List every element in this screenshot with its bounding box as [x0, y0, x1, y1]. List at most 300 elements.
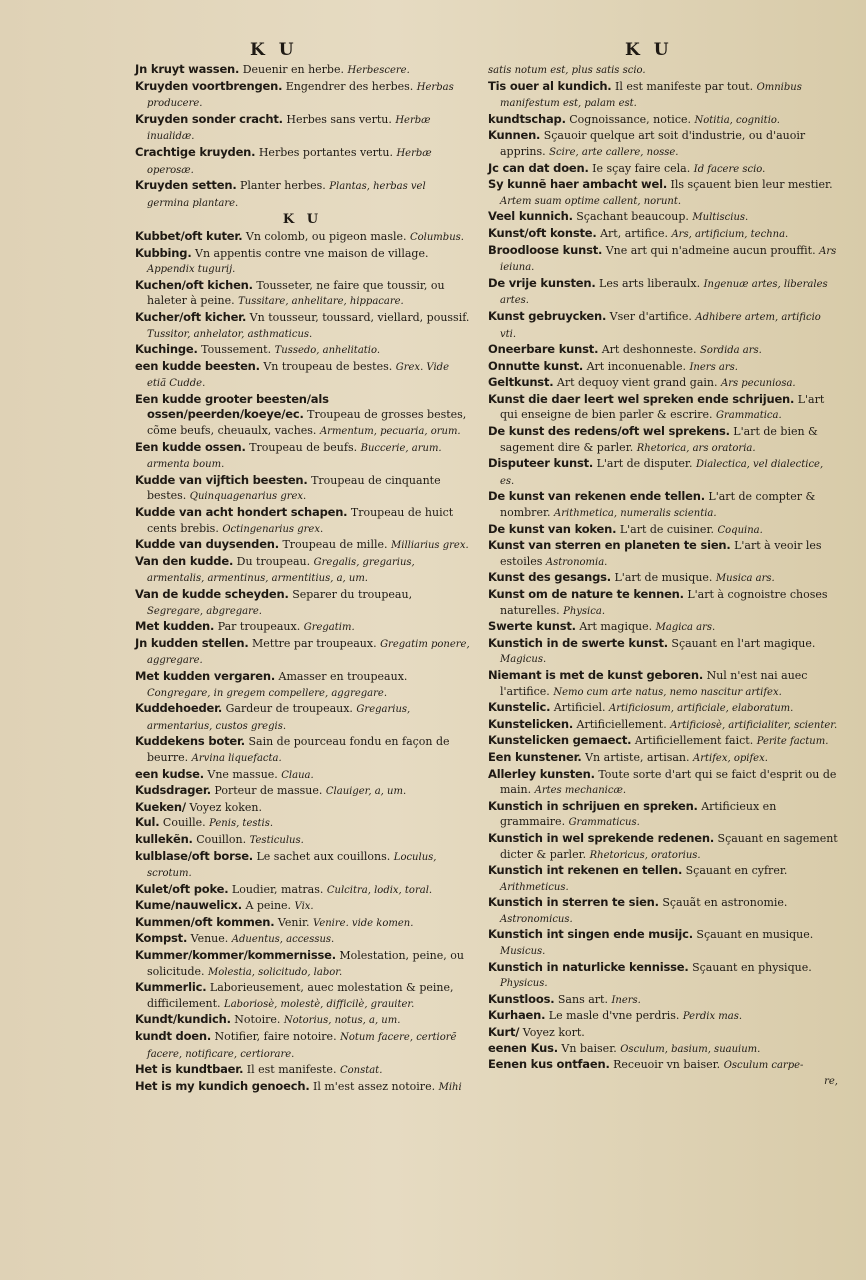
- dictionary-entry: [488, 767, 838, 799]
- entry-latin: Omnibus manifestum est, palam est.: [500, 81, 802, 110]
- entry-headword: Het is kundtbaer.: [135, 1062, 244, 1077]
- entry-latin: Testiculus.: [249, 834, 304, 846]
- dictionary-entry: [488, 79, 838, 112]
- entry-latin: Adhibere artem, artificio vti.: [500, 311, 821, 340]
- dictionary-entry: [488, 863, 838, 895]
- dictionary-entry: [488, 700, 838, 717]
- entry-latin: Ars pecuniosa.: [720, 378, 796, 390]
- entry-headword: Kummer/kommer/kommernisse.: [135, 948, 336, 963]
- dictionary-entry: [135, 112, 470, 145]
- right-column: [488, 62, 838, 1089]
- entry-french: Ie sçay faire cela.: [592, 161, 691, 175]
- dictionary-entry: [488, 456, 838, 489]
- entry-headword: Kudde van duysenden.: [135, 537, 279, 552]
- dictionary-entry: [135, 342, 470, 359]
- dictionary-entry: [488, 309, 838, 342]
- entry-french: Engendrer des herbes.: [285, 79, 414, 93]
- entry-french: Artificiellement.: [576, 717, 667, 731]
- running-head-left: K U: [250, 40, 298, 60]
- entry-latin: Ars, artificium, techna.: [671, 228, 789, 240]
- entry-french: Par troupeaux.: [217, 620, 301, 634]
- entry-latin: Rhetorica, ars oratoria.: [636, 442, 756, 454]
- entry-french: Il est manifeste.: [246, 1063, 337, 1077]
- entry-latin: Coquina.: [717, 524, 763, 536]
- entry-french: Artificiel.: [553, 701, 606, 715]
- entry-headword: eenen Kus.: [488, 1040, 558, 1055]
- entry-latin: satis notum est, plus satis scio.: [488, 65, 646, 76]
- dictionary-entry: [135, 815, 470, 832]
- entry-latin: Segregare, abgregare.: [147, 605, 262, 617]
- dictionary-entry: [488, 619, 838, 636]
- left-column: [135, 62, 470, 1095]
- dictionary-entry: [488, 799, 838, 831]
- dictionary-entry: [488, 717, 838, 734]
- entry-headword: Kruyden voortbrengen.: [135, 78, 283, 93]
- entry-latin: Penis, testis.: [209, 818, 274, 830]
- entry-french: Artificieux en grammaire.: [500, 799, 777, 829]
- entry-headword: Kubbet/oft kuter.: [135, 228, 243, 243]
- entry-french: Vn colomb, ou pigeon masle.: [245, 229, 407, 243]
- entry-latin: Grex. Vide etiã Cudde.: [147, 361, 449, 390]
- entry-french: Ils sçauent bien leur mestier.: [670, 178, 833, 192]
- entry-headword: Kuddekens boter.: [135, 734, 245, 749]
- entry-latin: Gregalis, gregarius, armentalis, armentinus, armentitius, a, um.: [147, 556, 415, 585]
- dictionary-entry: [488, 587, 838, 619]
- dictionary-entry: [488, 992, 838, 1009]
- entry-headword: Kueken/: [135, 799, 186, 814]
- entry-headword: kullekẽn.: [135, 831, 193, 846]
- entry-french: Nul n'est nai auec l'artifice.: [500, 668, 808, 698]
- dictionary-entry: [488, 960, 838, 992]
- entry-french: Venir.: [277, 915, 310, 929]
- entry-latin: Artificiosè, artificialiter, scienter.: [670, 719, 838, 731]
- dictionary-entry: [135, 734, 470, 766]
- entry-french: Sçauant en musique.: [696, 928, 814, 942]
- dictionary-entry: [135, 882, 470, 899]
- dictionary-entry: [135, 931, 470, 948]
- dictionary-entry: [488, 375, 838, 392]
- entry-headword: Kunst van sterren en planeten te sien.: [488, 538, 731, 553]
- entry-latin: Astronomia.: [545, 556, 608, 568]
- entry-latin: Herbescere.: [347, 65, 410, 76]
- entry-french: Loudier, matras.: [231, 882, 324, 896]
- entry-headword: Kunst die daer leert wel spreken ende schrijuen.: [488, 391, 795, 406]
- dictionary-entry: [488, 1057, 838, 1074]
- entry-headword: Crachtige kruyden.: [135, 144, 256, 159]
- dictionary-entry: [135, 948, 470, 980]
- running-head-right: K U: [625, 40, 673, 60]
- dictionary-entry: [488, 392, 838, 424]
- entry-french: Sçachant beaucoup.: [576, 210, 689, 224]
- entry-french: Molestation, peine, ou solicitude.: [147, 949, 464, 978]
- entry-headword: Van den kudde.: [135, 553, 234, 568]
- dictionary-entry: [488, 62, 838, 79]
- entry-headword: een kudse.: [135, 766, 204, 781]
- entry-french: Sain de pourceau fondu en façon de beurre.: [147, 735, 450, 764]
- dictionary-entry: [135, 832, 470, 849]
- entry-french: Herbes portantes vertu.: [258, 145, 393, 159]
- entry-french: Art deshonneste.: [601, 343, 697, 357]
- entry-latin: Herbæ operosæ.: [147, 147, 432, 176]
- dictionary-entry: [488, 226, 838, 243]
- entry-headword: Kunstelicken gemaect.: [488, 733, 632, 748]
- entry-latin: Dialectica, vel dialectice, es.: [500, 459, 824, 487]
- entry-headword: Van de kudde scheyden.: [135, 587, 289, 601]
- entry-headword: Kunst om de nature te kennen.: [488, 587, 684, 601]
- entry-french: Art, artifice.: [600, 226, 668, 240]
- entry-latin: Iners ars.: [689, 361, 738, 373]
- entry-headword: Kul.: [135, 815, 160, 830]
- entry-latin: Octingenarius grex.: [222, 523, 324, 535]
- entry-latin: Tussedo, anhelitatio.: [274, 345, 381, 357]
- dictionary-entry: [135, 62, 470, 79]
- entry-latin: Laboriosè, molestè, difficilè, grauiter.: [224, 998, 415, 1010]
- entry-french: Vne massue.: [207, 767, 278, 781]
- entry-french: Les arts liberaulx.: [599, 276, 701, 290]
- entry-french: Sçauant en sagement dicter & parler.: [500, 831, 838, 861]
- dictionary-entry: [135, 1062, 470, 1079]
- dictionary-entry: [135, 145, 470, 178]
- entry-french: Art magique.: [579, 620, 653, 634]
- dictionary-entry: [488, 668, 838, 700]
- entry-latin: Physicus.: [500, 978, 548, 990]
- entry-french: Le sachet aux couillons.: [256, 849, 391, 863]
- entry-headword: Kunstelicken.: [488, 716, 574, 731]
- entry-latin: Notorius, notus, a, um.: [283, 1015, 401, 1027]
- entry-french: Planter herbes.: [239, 179, 326, 193]
- entry-french: Le masle d'vne perdris.: [548, 1009, 680, 1023]
- entry-french: Art dequoy vient grand gain.: [556, 376, 718, 390]
- entry-latin: Tussitor, anhelator, asthmaticus.: [147, 328, 313, 340]
- entry-headword: Kunstich int rekenen en tellen.: [488, 863, 683, 878]
- dictionary-entry: [135, 1029, 470, 1062]
- dictionary-entry: [135, 505, 470, 537]
- entry-headword: Kunstelic.: [488, 700, 551, 715]
- entry-headword: Kudde van vijftich beesten.: [135, 472, 308, 487]
- entry-latin: Quinquagenarius grex.: [189, 491, 307, 503]
- dictionary-entry: [135, 359, 470, 392]
- entry-headword: Kummen/oft kommen.: [135, 914, 275, 929]
- dictionary-entry: [488, 927, 838, 959]
- entry-latin: Herbas producere.: [147, 81, 454, 110]
- entry-headword: Sy kunnẽ haer ambacht wel.: [488, 177, 667, 192]
- dictionary-entry: [488, 522, 838, 539]
- dictionary-entry: [488, 1041, 838, 1058]
- entry-french: Venue.: [190, 932, 229, 946]
- running-head: [0, 40, 866, 64]
- entry-latin: Arithmetica, numeralis scientia.: [554, 508, 717, 520]
- entry-latin: Scire, arte callere, nosse.: [549, 146, 679, 158]
- dictionary-entry: [488, 276, 838, 309]
- entry-headword: Niemant is met de kunst geboren.: [488, 667, 704, 682]
- entry-french: Deuenir en herbe.: [242, 63, 344, 76]
- entry-latin: Constat.: [339, 1065, 383, 1077]
- entry-headword: Met kudden.: [135, 619, 215, 634]
- entry-latin: Milliarius grex.: [391, 540, 469, 552]
- entry-latin: Artificiosum, artificiale, elaboratum.: [608, 703, 794, 715]
- entry-latin: Clauiger, a, um.: [325, 786, 407, 798]
- entry-french: Porteur de massue.: [214, 784, 323, 798]
- dictionary-entry: [135, 278, 470, 310]
- dictionary-entry: [135, 79, 470, 112]
- dictionary-entry: [135, 636, 470, 669]
- dictionary-entry: [488, 342, 838, 359]
- dictionary-entry: [135, 849, 470, 882]
- entry-french: Art inconuenable.: [586, 359, 686, 373]
- entry-french: Du troupeau.: [236, 554, 311, 568]
- entry-headword: Kunst des gesangs.: [488, 570, 611, 585]
- entry-latin: Osculum carpe-: [723, 1060, 804, 1072]
- dictionary-entry: [135, 800, 470, 816]
- dictionary-entry: [135, 898, 470, 915]
- dictionary-entry: [135, 1079, 470, 1096]
- entry-french: Vn artiste, artisan.: [585, 750, 690, 764]
- entry-french: L'art de cuisiner.: [619, 522, 714, 536]
- catchword: re,: [824, 1075, 838, 1087]
- entry-french: Notoire.: [234, 1013, 281, 1027]
- entry-latin: Sordida ars.: [700, 345, 762, 357]
- dictionary-entry: [135, 701, 470, 734]
- entry-latin: Grammatica.: [716, 410, 782, 422]
- dictionary-entry: [135, 767, 470, 784]
- entry-french: Sçauant en physique.: [692, 960, 812, 974]
- entry-latin: Armentum, pecuaria, orum.: [319, 426, 461, 438]
- dictionary-entry: [488, 209, 838, 226]
- entry-french: Couille.: [162, 816, 206, 830]
- entry-latin: Gregatim.: [303, 622, 355, 634]
- entry-french: Vn tousseur, toussard, viellard, poussif.: [249, 310, 470, 324]
- entry-latin: Herbæ inualidæ.: [147, 114, 431, 143]
- entry-french: Vser d'artifice.: [609, 309, 692, 323]
- entry-latin: Claua.: [281, 769, 314, 781]
- entry-latin: Multiscius.: [692, 212, 749, 224]
- dictionary-entry: [135, 915, 470, 932]
- dictionary-entry: [488, 243, 838, 276]
- dictionary-entry: [135, 392, 470, 440]
- entry-french: Sçauant en l'art magique.: [671, 636, 816, 650]
- dictionary-entry: [488, 177, 838, 209]
- dictionary-entry: [488, 161, 838, 178]
- entry-latin: Nemo cum arte natus, nemo nascitur artifex.: [553, 686, 782, 698]
- entry-french: Vn appentis contre vne maison de village.: [195, 246, 429, 260]
- entry-french: Voyez kort.: [522, 1026, 585, 1040]
- entry-headword: Jc can dat doen.: [488, 160, 589, 175]
- entry-headword: De kunst van koken.: [488, 521, 617, 536]
- dictionary-entry: [488, 1025, 838, 1041]
- entry-headword: Broodloose kunst.: [488, 242, 603, 257]
- entry-french: L'art de compter & nombrer.: [500, 490, 816, 520]
- entry-french: Vn baiser.: [561, 1041, 617, 1055]
- entry-headword: Kucher/oft kicher.: [135, 309, 247, 324]
- entry-french: Tousseter, ne faire que toussir, ou haleter à peine.: [147, 278, 445, 308]
- dictionary-entry: [488, 538, 838, 570]
- dictionary-entry: [135, 980, 470, 1012]
- entry-latin: Artem suam optime callent, norunt.: [500, 195, 682, 207]
- entry-french: Sçauãt en astronomie.: [662, 896, 788, 910]
- entry-french: Cognoissance, notice.: [569, 112, 691, 126]
- entry-french: Troupeau de grosses bestes, cõme beufs, cheuaulx, vaches.: [147, 408, 467, 438]
- entry-latin: Plantas, herbas vel germina plantare.: [147, 181, 426, 209]
- dictionary-entry: [488, 359, 838, 376]
- entry-headword: Een kunstener.: [488, 749, 582, 764]
- dictionary-entry: [488, 750, 838, 767]
- entry-headword: Disputeer kunst.: [488, 456, 594, 471]
- entry-headword: Kompst.: [135, 931, 188, 946]
- entry-french: Artificiellement faict.: [634, 734, 754, 748]
- entry-french: Notifier, faire notoire.: [214, 1030, 337, 1044]
- entry-latin: Magica ars.: [655, 622, 716, 634]
- entry-headword: Swerte kunst.: [488, 619, 576, 634]
- entry-latin: Arithmeticus.: [500, 881, 569, 893]
- entry-latin: Notum facere, certiorẽ facere, notificare, certiorare.: [147, 1032, 457, 1060]
- entry-headword: Kurt/: [488, 1025, 520, 1040]
- entry-latin: Buccerie, arum. armenta boum.: [147, 442, 442, 471]
- entry-french: Receuoir vn baiser.: [613, 1058, 721, 1072]
- entry-latin: Molestia, solicitudo, labor.: [208, 966, 343, 978]
- entry-latin: Aduentus, accessus.: [231, 934, 335, 946]
- entry-latin: Perite factum.: [756, 736, 829, 748]
- entry-headword: kundtschap.: [488, 111, 566, 126]
- dictionary-entry: [135, 473, 470, 505]
- entry-latin: Mihi: [438, 1081, 462, 1093]
- entry-latin: Vix.: [294, 901, 314, 913]
- entry-french: Toute sorte d'art qui se faict d'esprit ou de main.: [500, 767, 837, 797]
- dictionary-entry: [488, 424, 838, 456]
- entry-headword: Kunstich in schrijuen en spreken.: [488, 798, 698, 813]
- entry-latin: Congregare, in gregem compellere, aggregare.: [147, 687, 388, 699]
- entry-latin: Artifex, opifex.: [693, 752, 768, 764]
- entry-headword: Een kudde grooter beesten/als ossen/peerden/koeye/ec.: [135, 391, 329, 422]
- entry-headword: Kunstich in naturlicke kennisse.: [488, 959, 689, 974]
- entry-headword: Kruyden sonder cracht.: [135, 111, 283, 126]
- entry-headword: Kudde van acht hondert schapen.: [135, 505, 348, 520]
- entry-french: Troupeau de huict cents brebis.: [147, 506, 454, 535]
- entry-headword: Kummerlic.: [135, 980, 207, 995]
- entry-latin: Rhetoricus, oratorius.: [589, 849, 701, 861]
- section-heading: K U: [282, 212, 323, 228]
- entry-french: Troupeau de mille.: [282, 538, 388, 552]
- entry-latin: Tussitare, anhelitare, hippacare.: [238, 296, 404, 308]
- dictionary-entry: [488, 489, 838, 521]
- entry-latin: Culcitra, lodix, toral.: [326, 884, 433, 896]
- entry-french: Voyez koken.: [189, 800, 262, 814]
- entry-headword: Jn kudden stellen.: [135, 635, 249, 650]
- entry-headword: Kruyden setten.: [135, 178, 237, 193]
- entry-headword: Kudsdrager.: [135, 783, 211, 798]
- entry-french: Vn troupeau de bestes.: [263, 359, 393, 373]
- entry-french: L'art à veoir les estoiles: [500, 539, 822, 568]
- entry-headword: Kurhaen.: [488, 1008, 546, 1023]
- entry-french: L'art à cognoistre choses naturelles.: [500, 588, 828, 617]
- entry-latin: Loculus, scrotum.: [147, 851, 437, 880]
- entry-french: Gardeur de troupeaux.: [225, 702, 353, 716]
- entry-headword: Kunstich in wel sprekende redenen.: [488, 830, 715, 845]
- entry-headword: Jn kruyt wassen.: [135, 62, 240, 76]
- entry-latin: Id facere scio.: [693, 163, 766, 175]
- dictionary-entry: [135, 178, 470, 211]
- dictionary-entry: [135, 246, 470, 278]
- dictionary-entry: [488, 128, 838, 160]
- dictionary-entry: [488, 636, 838, 668]
- entry-french: L'art de musique.: [614, 571, 713, 585]
- entry-headword: Kunstloos.: [488, 991, 555, 1006]
- entry-headword: Kuchinge.: [135, 342, 198, 357]
- entry-french: Separer du troupeau,: [292, 588, 413, 601]
- entry-headword: Kunstich in de swerte kunst.: [488, 635, 668, 650]
- entry-headword: Kuddehoeder.: [135, 701, 223, 716]
- dictionary-entry: [135, 587, 470, 619]
- entry-headword: Onnutte kunst.: [488, 358, 584, 373]
- dictionary-entry: [135, 619, 470, 636]
- dictionary-entry: [135, 310, 470, 342]
- entry-headword: Kubbing.: [135, 245, 192, 260]
- entry-headword: kulblase/oft borse.: [135, 848, 253, 863]
- entry-headword: Eenen kus ontfaen.: [488, 1057, 610, 1072]
- entry-french: Il est manifeste par tout.: [614, 79, 754, 93]
- entry-headword: Tis ouer al kundich.: [488, 78, 612, 93]
- entry-headword: Allerley kunsten.: [488, 766, 595, 781]
- entry-headword: Oneerbare kunst.: [488, 342, 599, 357]
- entry-latin: Venire. vide komen.: [313, 917, 414, 929]
- entry-french: Couillon.: [196, 832, 247, 846]
- entry-french: Vne art qui n'admeine aucun prouffit.: [605, 243, 816, 257]
- entry-french: Troupeau de beufs.: [249, 440, 358, 454]
- entry-french: L'art de bien & sagement dire & parler.: [500, 425, 818, 454]
- entry-latin: Columbus.: [410, 231, 464, 243]
- entry-latin: Grammaticus.: [568, 817, 640, 829]
- entry-latin: Iners.: [611, 994, 641, 1006]
- entry-headword: Kunstich in sterren te sien.: [488, 895, 659, 910]
- entry-french: Sçauoir quelque art soit d'industrie, ou d'auoir apprins.: [500, 129, 806, 158]
- entry-french: Toussement.: [201, 343, 272, 357]
- entry-latin: Musicus.: [500, 946, 546, 958]
- dictionary-entry: [135, 554, 470, 587]
- entry-headword: Kume/nauwelicx.: [135, 898, 242, 913]
- dictionary-entry: [488, 570, 838, 587]
- entry-latin: Perdix mas.: [682, 1011, 743, 1023]
- entry-latin: Osculum, basium, suauium.: [620, 1043, 761, 1055]
- entry-french: L'art de disputer.: [596, 457, 693, 471]
- dictionary-entry: [135, 783, 470, 800]
- entry-headword: De kunst des redens/oft wel sprekens.: [488, 424, 730, 439]
- entry-latin: Gregarius, armentarius, custos gregis.: [147, 704, 411, 732]
- entry-french: Amasser en troupeaux.: [278, 669, 408, 683]
- dictionary-entry: [488, 112, 838, 129]
- dictionary-entry: [135, 537, 470, 554]
- dictionary-entry: [488, 831, 838, 863]
- entry-latin: Appendix tugurij.: [147, 264, 236, 276]
- dictionary-entry: [488, 1008, 838, 1025]
- entry-headword: Kuchen/oft kichen.: [135, 277, 253, 292]
- entry-headword: Een kudde ossen.: [135, 439, 246, 454]
- entry-headword: Kunst/oft konste.: [488, 225, 597, 240]
- entry-headword: Veel kunnich.: [488, 209, 573, 224]
- dictionary-entry: [488, 895, 838, 927]
- entry-french: A peine.: [245, 899, 292, 913]
- entry-french: Mettre par troupeaux.: [252, 636, 377, 650]
- entry-headword: Kundt/kundich.: [135, 1012, 231, 1027]
- entry-headword: De vrije kunsten.: [488, 275, 596, 290]
- entry-headword: Kulet/oft poke.: [135, 881, 229, 896]
- dictionary-entry: [135, 229, 470, 246]
- entry-french: L'art qui enseigne de bien parler & escrire.: [500, 392, 825, 422]
- entry-headword: Geltkunst.: [488, 375, 554, 390]
- entry-latin: Astronomicus.: [500, 913, 573, 925]
- entry-headword: Kunnen.: [488, 128, 541, 143]
- entry-french: Il m'est assez notoire.: [313, 1079, 436, 1093]
- entry-latin: Gregatim ponere, aggregare.: [147, 638, 470, 667]
- entry-latin: Arvina liquefacta.: [191, 752, 282, 764]
